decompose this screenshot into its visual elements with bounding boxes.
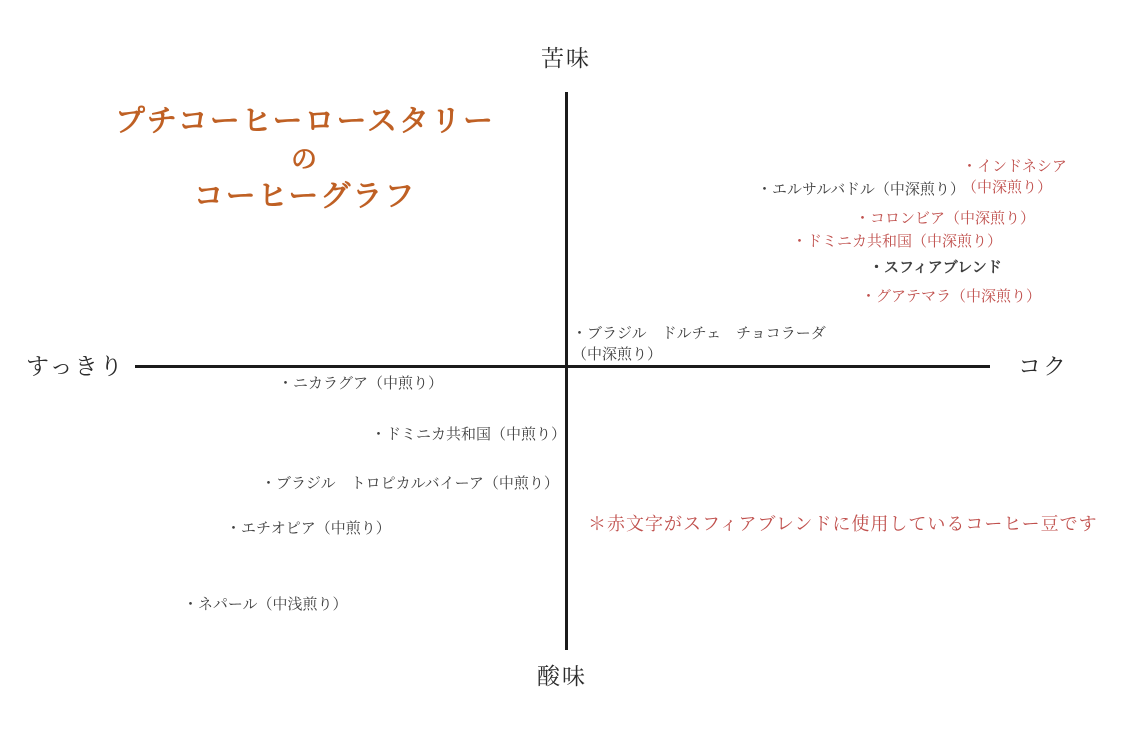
- horizontal-axis-line: [135, 365, 990, 368]
- chart-title-line2: の: [290, 144, 319, 174]
- axis-label-body: コク: [1018, 353, 1068, 379]
- point-guatemala: ・グアテマラ（中深煎り）: [861, 288, 1042, 305]
- chart-title-line3: コーヒーグラフ: [193, 180, 417, 213]
- point-el-salvador: ・エルサルバドル（中深煎り）: [757, 181, 965, 198]
- chart-title-line1: プチコーヒーロースタリー: [114, 105, 496, 138]
- point-sphere-blend: ・スフィアブレンド: [869, 259, 1002, 276]
- axis-label-clean: すっきり: [26, 353, 125, 379]
- point-brazil-dolce-chocolada: ・ブラジル ドルチェ チョコラーダ （中深煎り）: [572, 325, 826, 363]
- point-brazil-tropical-bahia: ・ブラジル トロピカルバイーア（中煎り）: [261, 475, 559, 492]
- point-nepal: ・ネパール（中浅煎り）: [183, 596, 348, 613]
- point-dominican-republic-medium: ・ドミニカ共和国（中煎り）: [371, 426, 567, 443]
- vertical-axis-line: [565, 92, 568, 650]
- point-colombia: ・コロンビア（中深煎り）: [855, 210, 1036, 227]
- point-dominican-republic-dark: ・ドミニカ共和国（中深煎り）: [792, 233, 1003, 250]
- axis-label-bitterness: 苦味: [541, 45, 591, 71]
- point-indonesia: ・インドネシア （中深煎り）: [962, 158, 1067, 196]
- red-text-footnote: ＊赤文字がスフィアブレンドに使用しているコーヒー豆です: [588, 514, 1098, 534]
- point-ethiopia: ・エチオピア（中煎り）: [226, 520, 391, 537]
- chart-title: [105, 103, 505, 215]
- axis-label-acidity: 酸味: [537, 663, 587, 689]
- point-nicaragua: ・ニカラグア（中煎り）: [278, 375, 444, 392]
